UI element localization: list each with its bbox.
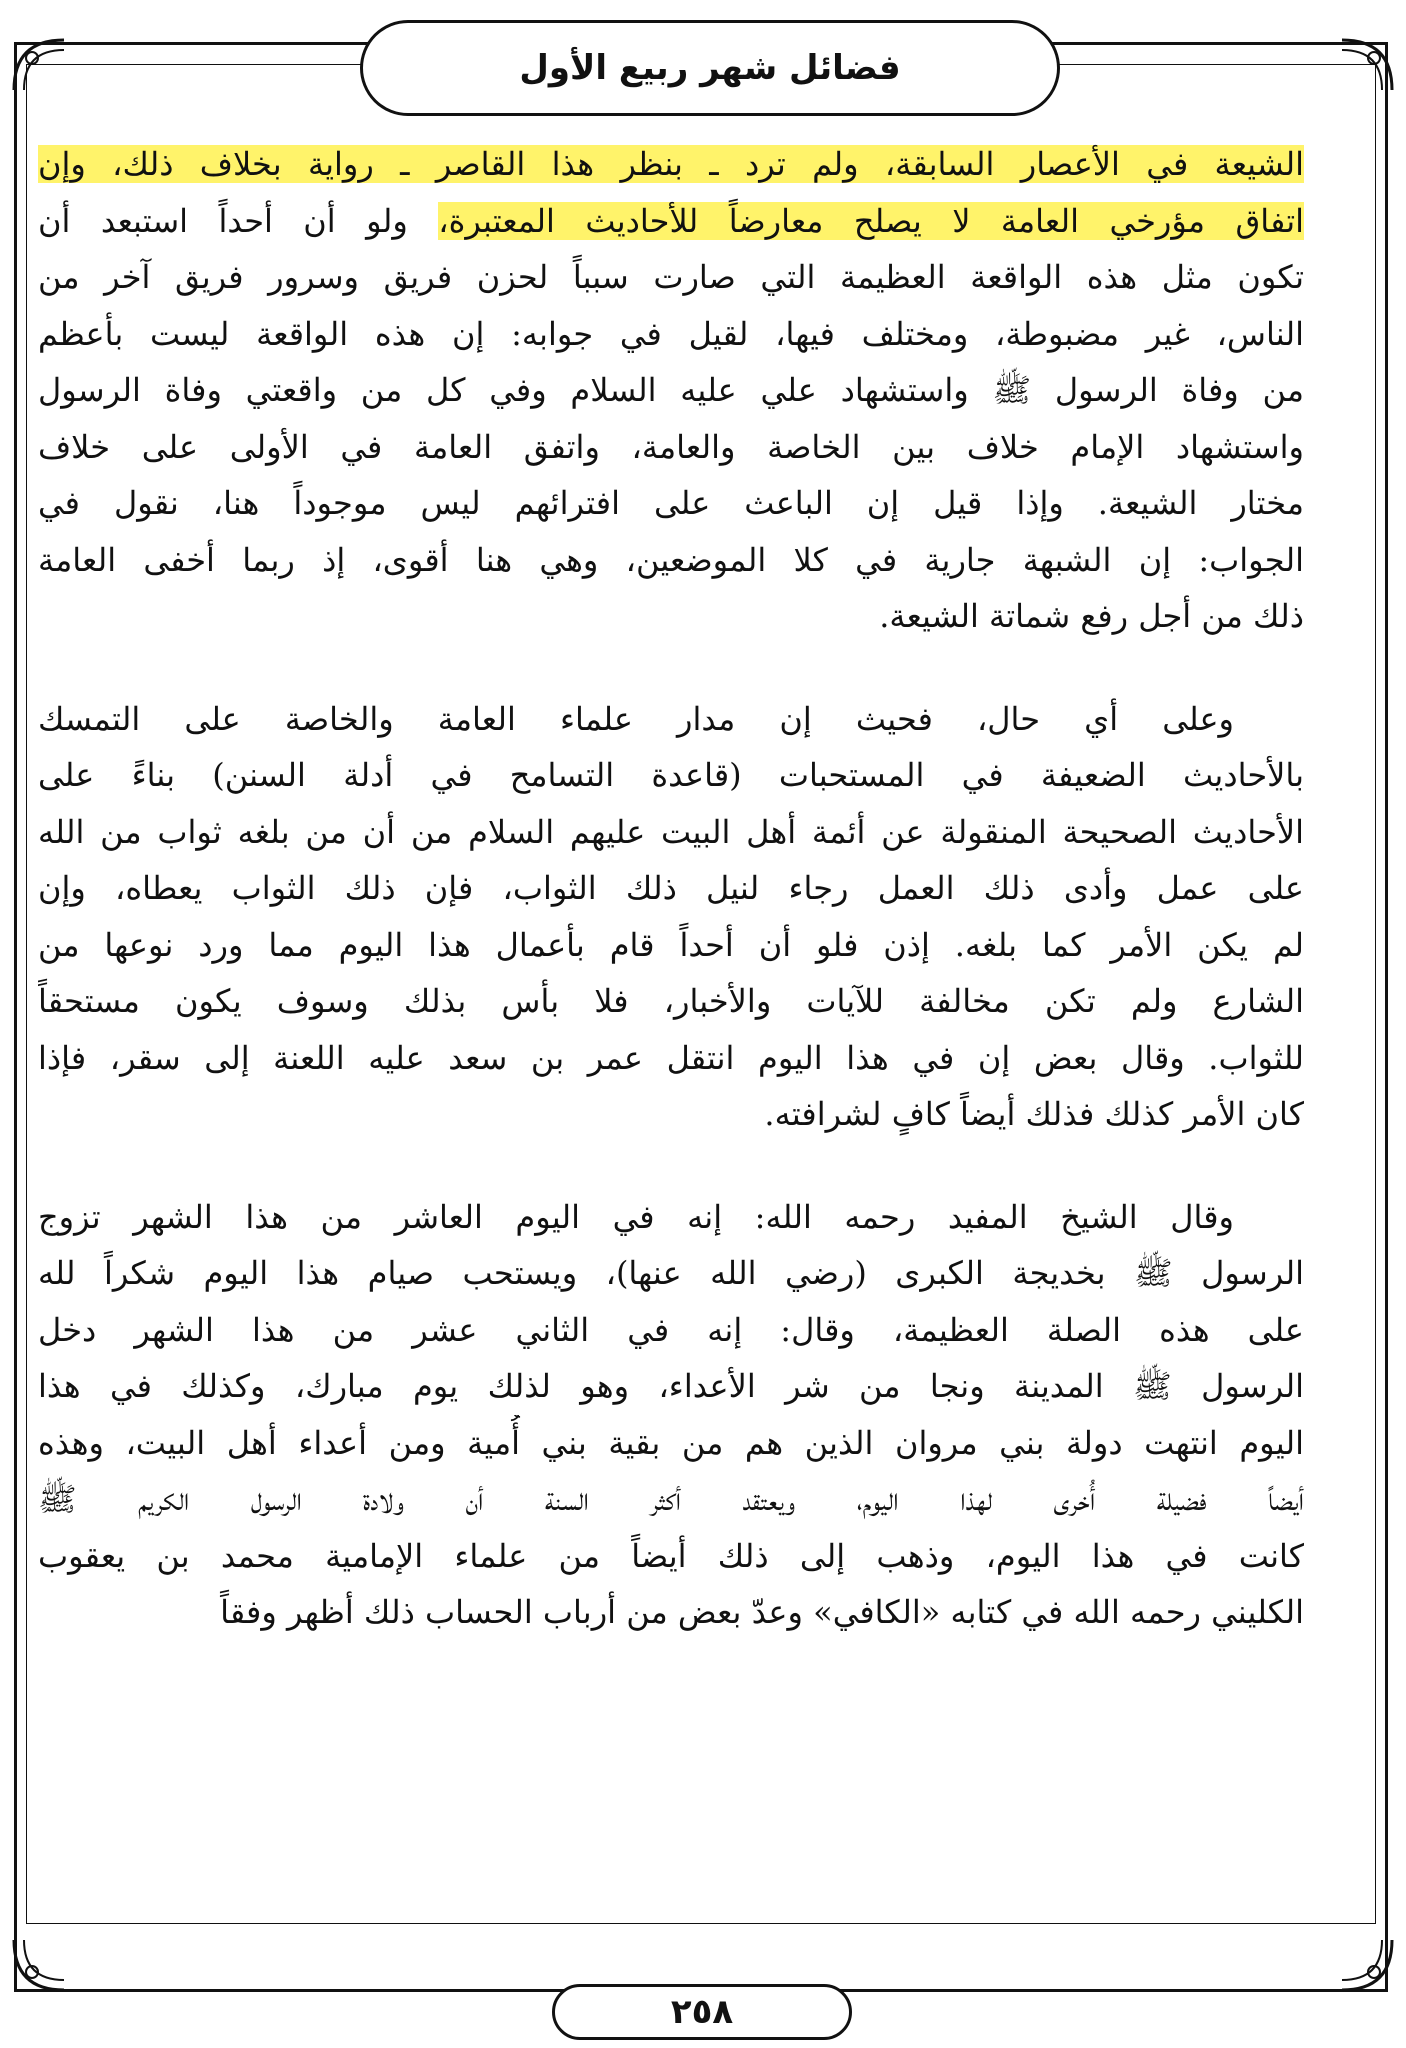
text-line <box>38 1302 1304 1359</box>
text-line <box>38 362 1304 419</box>
line-text: من وفاة الرسول ﷺ واستشهاد علي عليه السلام وفي كل من واقعتي وفاة الرسول <box>38 371 1304 409</box>
line-text: اليوم انتهت دولة بني مروان الذين هم من بقية بني أُمية ومن أعداء أهل البيت، وهذه <box>38 1423 1304 1462</box>
line-text: بالأحاديث الضعيفة في المستحبات (قاعدة التسامح في أدلة السنن) بناءً على <box>38 756 1304 794</box>
text-line <box>38 136 1304 193</box>
corner-ornament-icon <box>4 1930 74 2000</box>
line-text: كان الأمر كذلك فذلك أيضاً كافٍ لشرافته. <box>764 1095 1304 1133</box>
paragraph-gap <box>38 1143 1304 1189</box>
line-text: الناس، غير مضبوطة، ومختلف فيها، لقيل في جوابه: إن هذه الواقعة ليست بأعظم <box>38 314 1304 353</box>
text-line <box>38 1030 1304 1087</box>
text-line <box>38 193 1304 250</box>
line-text: واستشهاد الإمام خلاف بين الخاصة والعامة، واتفق العامة في الأولى على خلاف <box>38 427 1304 466</box>
line-text: على عمل وأدى ذلك العمل رجاء لنيل ذلك الثواب، فإن ذلك الثواب يعطاه، وإن <box>38 869 1304 907</box>
text-line <box>38 1415 1304 1472</box>
text-line <box>38 475 1304 532</box>
highlighted-text: الشيعة في الأعصار السابقة، ولم ترد ـ بنظر هذا القاصر ـ رواية بخلاف ذلك، وإن <box>38 145 1304 183</box>
line-text: لم يكن الأمر كما بلغه. إذن فلو أن أحداً قام بأعمال هذا اليوم مما ورد نوعها من <box>38 925 1304 964</box>
text-line <box>38 691 1304 748</box>
highlighted-text: اتفاق مؤرخي العامة لا يصلح معارضاً للأحاديث المعتبرة، <box>438 201 1304 240</box>
text-line <box>38 1584 1304 1641</box>
corner-ornament-icon <box>1332 1930 1402 2000</box>
text-line <box>38 973 1304 1030</box>
line-text: الرسول ﷺ بخديجة الكبرى (رضي الله عنها)، ويستحب صيام هذا اليوم شكراً لله <box>38 1254 1304 1292</box>
text-line <box>38 1358 1304 1415</box>
text-line <box>38 588 1304 645</box>
page-number: ٢٥٨ <box>670 1992 734 2032</box>
text-line <box>38 1189 1304 1246</box>
text-line <box>38 917 1304 974</box>
line-text: للثواب. وقال بعض إن في هذا اليوم انتقل عمر بن سعد عليه اللعنة إلى سقر، فإذا <box>38 1038 1304 1077</box>
line-text: الرسول ﷺ المدينة ونجا من شر الأعداء، وهو لذلك يوم مبارك، وكذلك في هذا <box>38 1367 1304 1405</box>
page-header <box>360 20 1060 116</box>
text-line <box>38 747 1304 804</box>
line-text: الشارع ولم تكن مخالفة للآيات والأخبار، فلا بأس بذلك وسوف يكون مستحقاً <box>38 982 1304 1020</box>
document-body <box>38 136 1304 1641</box>
line-text: مختار الشيعة. وإذا قيل إن الباعث على افترائهم ليس موجوداً هنا، نقول في <box>38 484 1304 522</box>
text-line <box>38 532 1304 589</box>
line-text: ذلك من أجل رفع شماتة الشيعة. <box>879 597 1304 635</box>
text-line <box>38 419 1304 476</box>
line-text: وعلى أي حال، فحيث إن مدار علماء العامة والخاصة على التمسك <box>38 699 1235 738</box>
paragraph <box>38 691 1304 1143</box>
page-footer <box>552 1984 852 2040</box>
line-text: الجواب: إن الشبهة جارية في كلا الموضعين، وهي هنا أقوى، إذ ربما أخفى العامة <box>38 540 1304 579</box>
line-text: كانت في هذا اليوم، وذهب إلى ذلك أيضاً من علماء الإمامية محمد بن يعقوب <box>38 1536 1304 1575</box>
text-line <box>38 860 1304 917</box>
text-line <box>38 1528 1304 1585</box>
text-line <box>38 306 1304 363</box>
text-line <box>38 249 1304 306</box>
corner-ornament-icon <box>4 30 74 100</box>
paragraph <box>38 136 1304 645</box>
text-line <box>38 1245 1304 1302</box>
text-line <box>38 1086 1304 1143</box>
corner-ornament-icon <box>1332 30 1402 100</box>
text-line <box>38 804 1304 861</box>
line-text: الأحاديث الصحيحة المنقولة عن أئمة أهل البيت عليهم السلام من أن من بلغه ثواب من الله <box>38 812 1304 851</box>
paragraph <box>38 1189 1304 1641</box>
line-text: الكليني رحمه الله في كتابه «الكافي» وعدّ بعض من أرباب الحساب ذلك أظهر وفقاً <box>220 1593 1304 1631</box>
page-title: فضائل شهر ربيع الأول <box>519 48 901 88</box>
line-text: تكون مثل هذه الواقعة العظيمة التي صارت سبباً لحزن فريق وسرور فريق آخر من <box>38 258 1304 296</box>
text-line <box>38 1471 1304 1528</box>
line-text: أيضاً فضيلة أُخرى لهذا اليوم، ويعتقد أكثر السنة أن ولادة الرسول الكريم ﷺ <box>38 1480 1304 1518</box>
paragraph-gap <box>38 645 1304 691</box>
line-text: على هذه الصلة العظيمة، وقال: إنه في الثاني عشر من هذا الشهر دخل <box>38 1310 1304 1349</box>
line-text: وقال الشيخ المفيد رحمه الله: إنه في اليوم العاشر من هذا الشهر تزوج <box>38 1197 1234 1236</box>
line-text: ولو أن أحداً استبعد أن <box>38 201 439 240</box>
